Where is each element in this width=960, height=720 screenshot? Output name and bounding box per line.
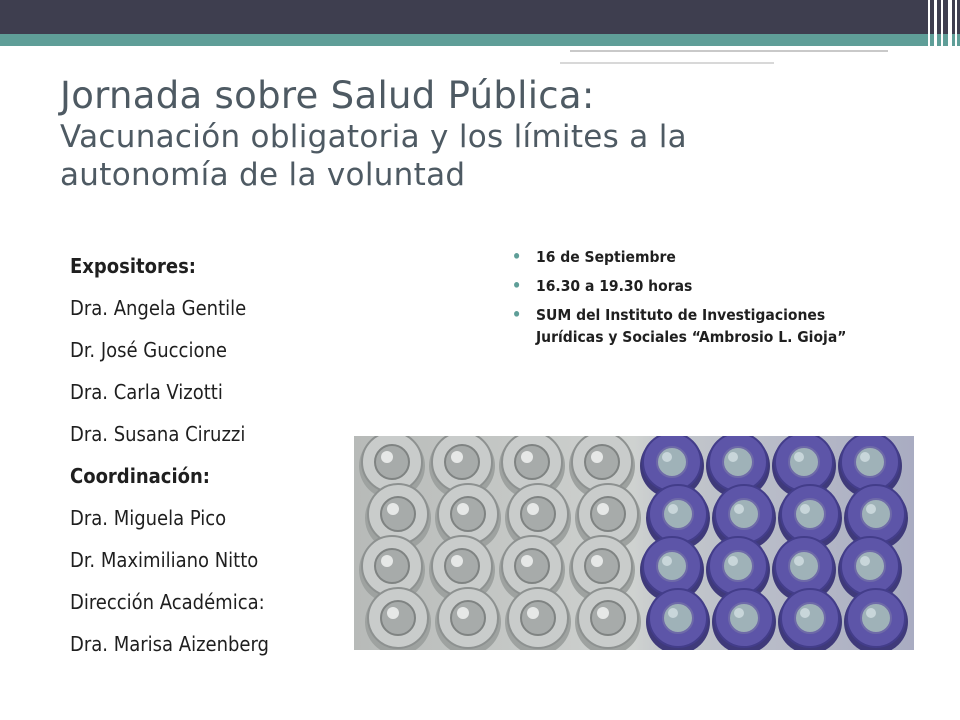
- person-name: Dra. Angela Gentile: [70, 296, 247, 320]
- purple-vial-cap: [712, 589, 776, 650]
- detail-item: [512, 304, 912, 348]
- decorative-line: [560, 62, 774, 64]
- person-name: Dra. Marisa Aizenberg: [70, 632, 269, 656]
- person-name: Dra. Susana Ciruzzi: [70, 422, 246, 446]
- detail-item: [512, 275, 912, 297]
- top-header-bar: [0, 0, 960, 34]
- section-heading: Expositores:: [70, 254, 196, 278]
- bullet-icon: •: [512, 276, 522, 295]
- person-name: Dr. Maximiliano Nitto: [70, 548, 259, 572]
- detail-item: [512, 246, 912, 268]
- purple-vial-cap: [778, 589, 842, 650]
- detail-text: SUM del Instituto de Investigaciones: [536, 306, 826, 324]
- vials-illustration: [354, 436, 914, 650]
- slide-title: [60, 74, 920, 194]
- section-heading: Coordinación:: [70, 464, 210, 488]
- person-name: Dirección Académica:: [70, 590, 265, 614]
- speakers-list: [70, 246, 350, 666]
- purple-vial-cap: [646, 589, 710, 650]
- title-sub-line-2: autonomía de la voluntad: [60, 157, 466, 193]
- decorative-vertical-stripes: [924, 0, 960, 48]
- detail-text: 16.30 a 19.30 horas: [536, 277, 693, 295]
- title-main: Jornada sobre Salud Pública:: [60, 74, 595, 117]
- detail-text: 16 de Septiembre: [536, 248, 676, 266]
- bullet-icon: •: [512, 247, 522, 266]
- vaccine-vials-photo: [354, 436, 914, 650]
- accent-stripe: [0, 34, 960, 46]
- person-name: Dra. Miguela Pico: [70, 506, 227, 530]
- purple-vial-cap: [844, 589, 908, 650]
- detail-text: Jurídicas y Sociales “Ambrosio L. Gioja”: [536, 328, 847, 346]
- person-name: Dra. Carla Vizotti: [70, 380, 223, 404]
- bullet-icon: •: [512, 305, 522, 324]
- event-details: [512, 246, 912, 355]
- decorative-line: [570, 50, 888, 52]
- title-sub-line-1: Vacunación obligatoria y los límites a la: [60, 119, 687, 155]
- person-name: Dr. José Guccione: [70, 338, 227, 362]
